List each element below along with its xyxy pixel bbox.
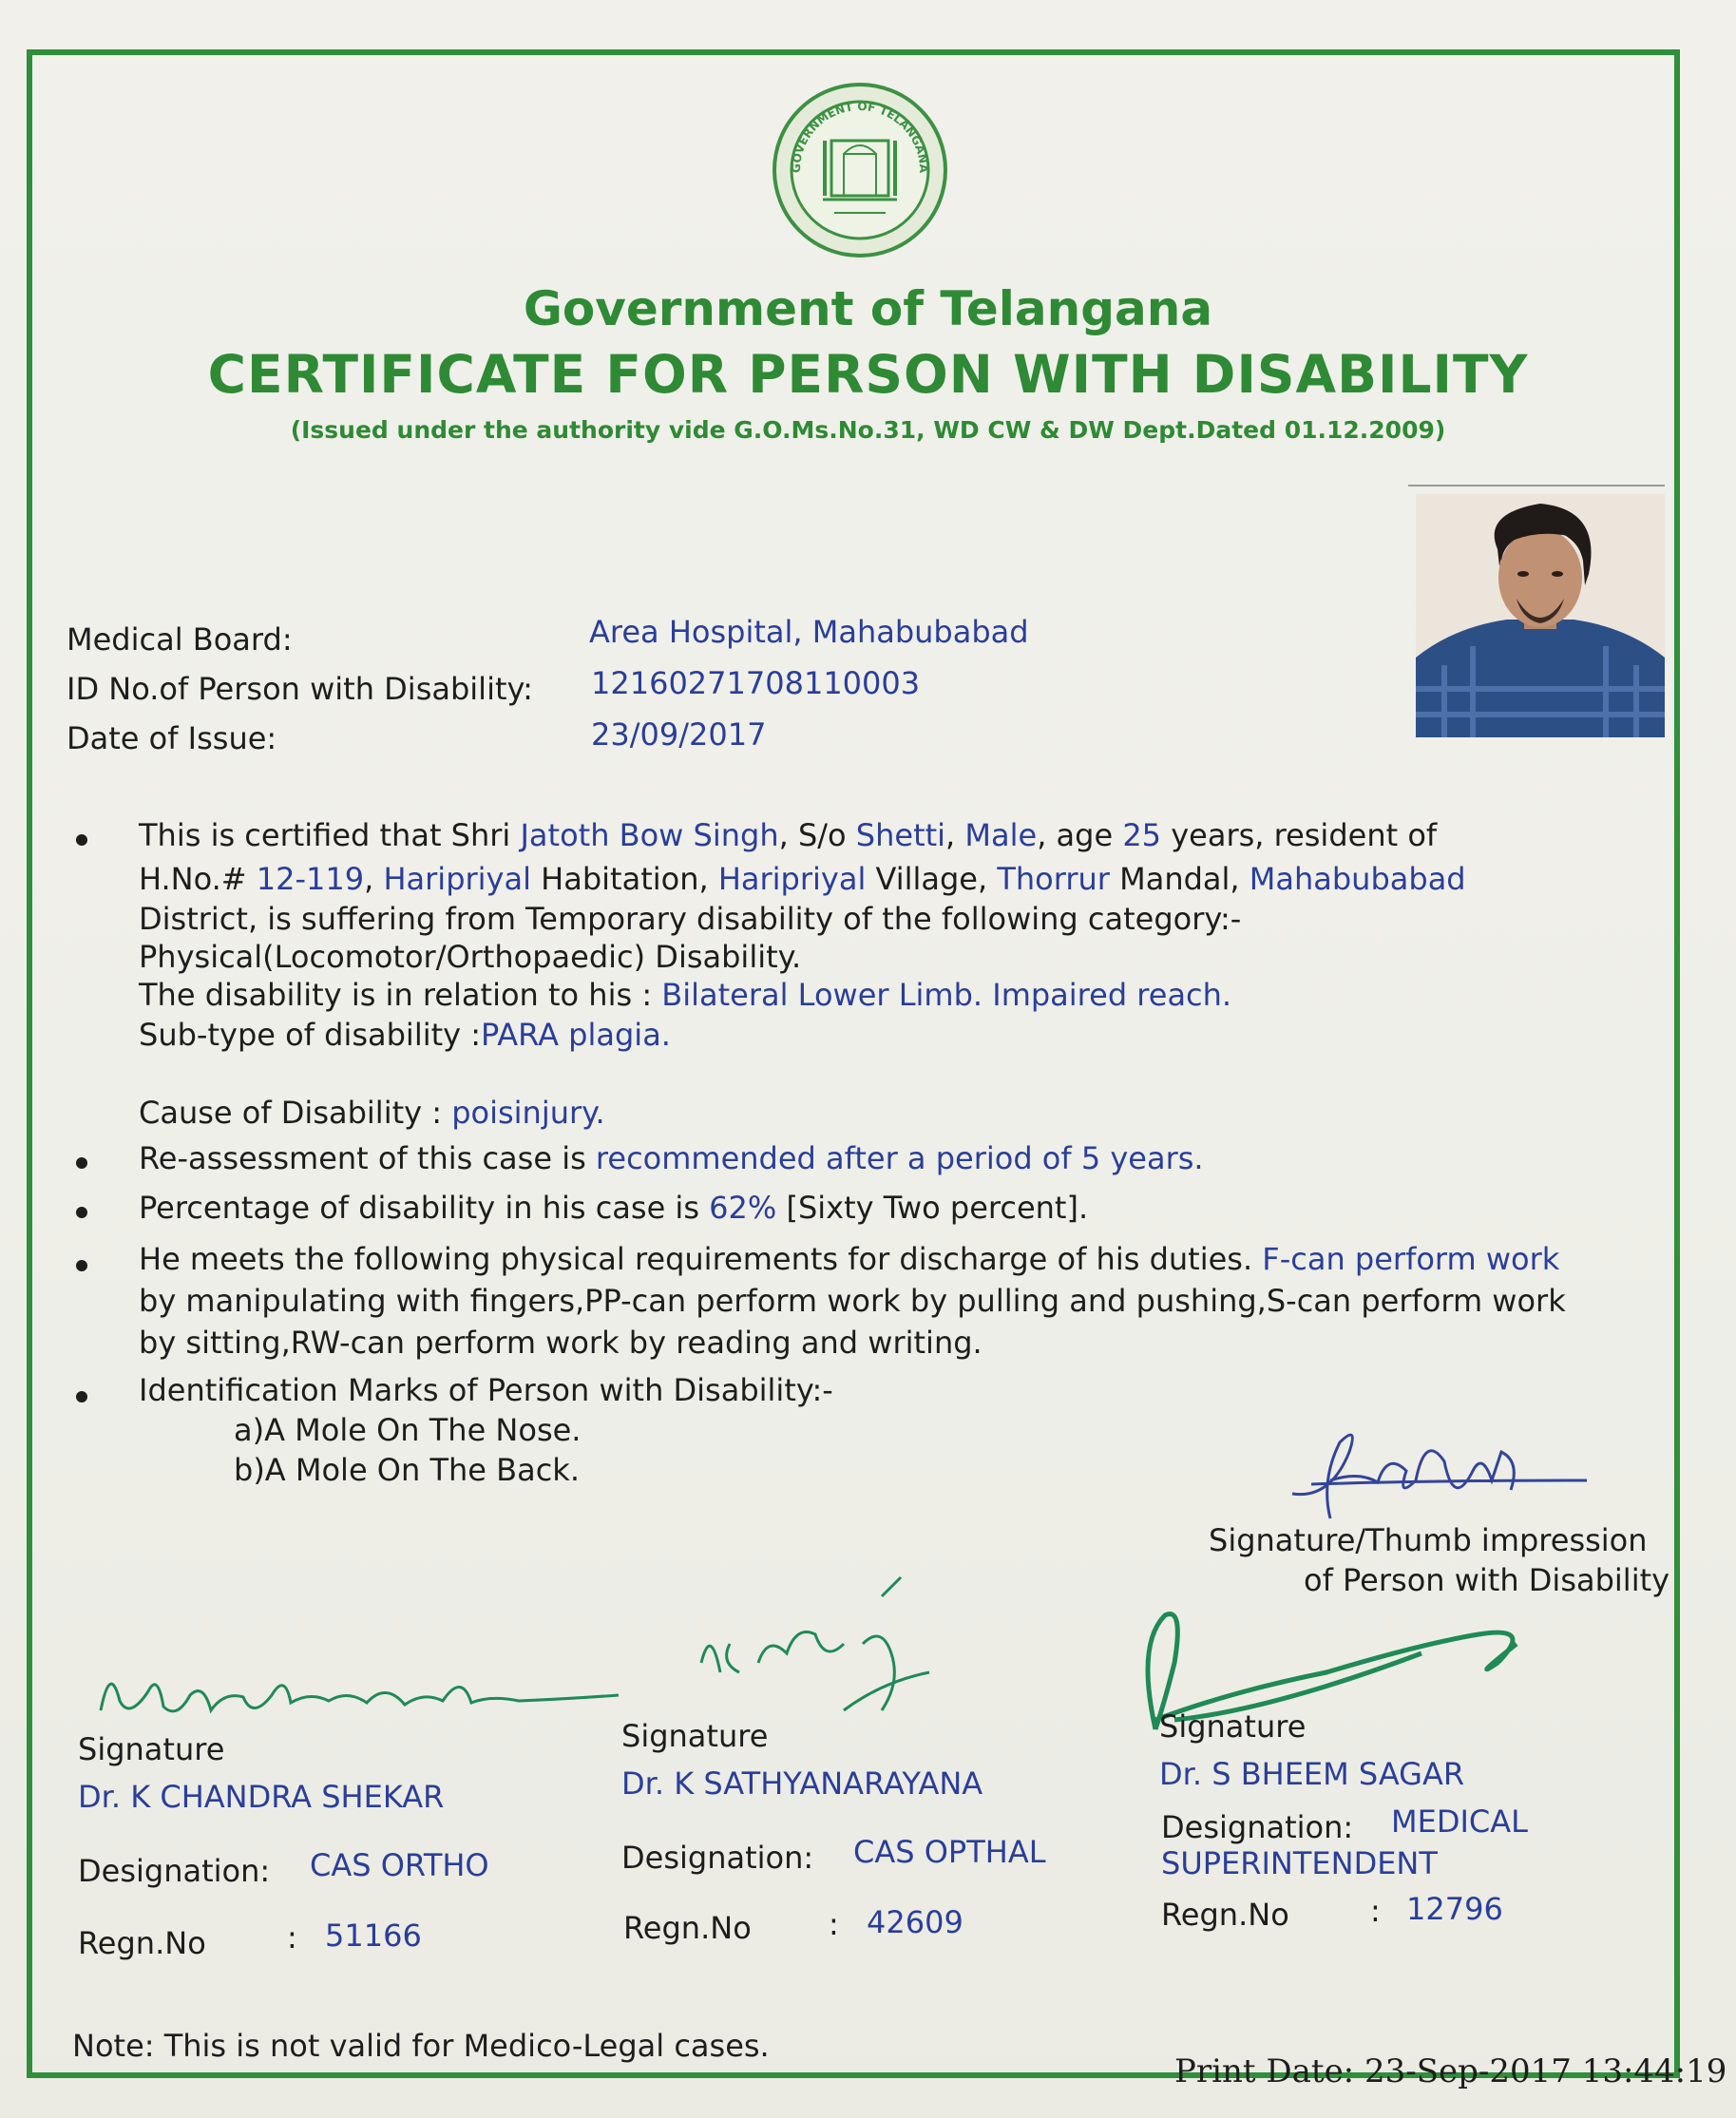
signatory-2-designation: CAS OPTHAL (853, 1834, 1046, 1870)
person-signature-caption-1: Signature/Thumb impression (1209, 1522, 1648, 1558)
bullet (76, 834, 87, 846)
signatory-3-regn-label: Regn.No (1161, 1897, 1289, 1933)
id-value: 12160271708110003 (591, 665, 921, 701)
id-label: ID No.of Person with Disability: (67, 671, 533, 707)
requirements-line-1: He meets the following physical requirements for discharge of his duties. F-can perform work (139, 1241, 1560, 1277)
signatory-2-regn-label: Regn.No (623, 1910, 752, 1946)
signatory-1-designation-label: Designation: (78, 1853, 271, 1889)
bullet (76, 1391, 87, 1402)
government-title: Government of Telangana (523, 281, 1213, 336)
signatory-3-regn-sep: : (1370, 1893, 1381, 1929)
requirements-line-3: by sitting,RW-can perform work by reading and writing. (139, 1325, 982, 1361)
requirements-line-2: by manipulating with fingers,PP-can perform work by pulling and pushing,S-can perform work (139, 1283, 1566, 1319)
certified-line-3: District, is suffering from Temporary disability of the following category:- (139, 901, 1242, 937)
signatory-3-designation: MEDICAL (1391, 1803, 1528, 1840)
doctor-signature-1 (91, 1653, 623, 1739)
authority-line: (Issued under the authority vide G.O.Ms.No.31, WD CW & DW Dept.Dated 01.12.2009) (290, 416, 1446, 444)
bullet (76, 1207, 87, 1218)
emblem-text: GOVERNMENT OF TELANGANA (789, 99, 931, 174)
photo-rule (1408, 485, 1665, 487)
certificate-title: CERTIFICATE FOR PERSON WITH DISABILITY (207, 344, 1529, 405)
signatory-1-regn-sep: : (287, 1919, 297, 1956)
print-date: Print Date: 23-Sep-2017 13:44:19 (1174, 2052, 1727, 2090)
signatory-2-signature-label: Signature (621, 1718, 769, 1754)
medical-board-value: Area Hospital, Mahabubabad (589, 614, 1029, 650)
bullet (76, 1157, 87, 1169)
signatory-3-regn: 12796 (1406, 1891, 1503, 1927)
signatory-3-designation-label: Designation: (1161, 1809, 1354, 1845)
signatory-1-regn: 51166 (325, 1918, 422, 1954)
certified-line-1: This is certified that Shri Jatoth Bow Singh, S/o Shetti, Male, age 25 years, resident of (139, 817, 1438, 853)
signatory-2-regn-sep: : (829, 1906, 839, 1942)
identification-mark-a: a)A Mole On The Nose. (234, 1412, 582, 1448)
identification-marks-label: Identification Marks of Person with Disability:- (139, 1372, 833, 1408)
doctor-signature-2 (692, 1568, 939, 1729)
validity-note: Note: This is not valid for Medico-Legal cases. (72, 2028, 770, 2064)
signatory-3-name: Dr. S BHEEM SAGAR (1159, 1756, 1465, 1792)
certified-line-2: H.No.# 12-119, Haripriyal Habitation, Haripriyal Village, Thorrur Mandal, Mahabubabad (139, 861, 1466, 897)
disability-percentage: Percentage of disability in his case is 62% [Sixty Two percent]. (139, 1190, 1089, 1226)
person-photo (1416, 494, 1665, 737)
reassessment: Re-assessment of this case is recommended after a period of 5 years. (139, 1140, 1204, 1176)
person-name: Jatoth Bow Singh (520, 817, 779, 853)
disability-subtype: Sub-type of disability :PARA plagia. (139, 1017, 671, 1053)
signatory-1-signature-label: Signature (78, 1731, 225, 1767)
signatory-2-name: Dr. K SATHYANARAYANA (621, 1765, 983, 1802)
medical-board-label: Medical Board: (67, 621, 293, 658)
signatory-1-designation: CAS ORTHO (310, 1847, 489, 1883)
date-value: 23/09/2017 (591, 716, 767, 753)
signatory-3-designation-2: SUPERINTENDENT (1161, 1845, 1438, 1881)
telangana-emblem (772, 82, 948, 258)
disability-category: Physical(Locomotor/Orthopaedic) Disability. (139, 939, 802, 975)
signatory-3-signature-label: Signature (1159, 1708, 1307, 1745)
signatory-1-regn-label: Regn.No (78, 1925, 206, 1961)
signatory-2-designation-label: Designation: (621, 1840, 814, 1876)
signatory-1-name: Dr. K CHANDRA SHEKAR (78, 1779, 445, 1815)
signatory-2-regn: 42609 (867, 1904, 963, 1940)
disability-relation: The disability is in relation to his : Bilateral Lower Limb. Impaired reach. (139, 977, 1232, 1013)
disability-cause: Cause of Disability : poisinjury. (139, 1095, 605, 1131)
bullet (76, 1260, 87, 1271)
identification-mark-b: b)A Mole On The Back. (234, 1452, 580, 1488)
person-signature-caption-2: of Person with Disability (1304, 1562, 1670, 1598)
date-label: Date of Issue: (67, 720, 277, 756)
